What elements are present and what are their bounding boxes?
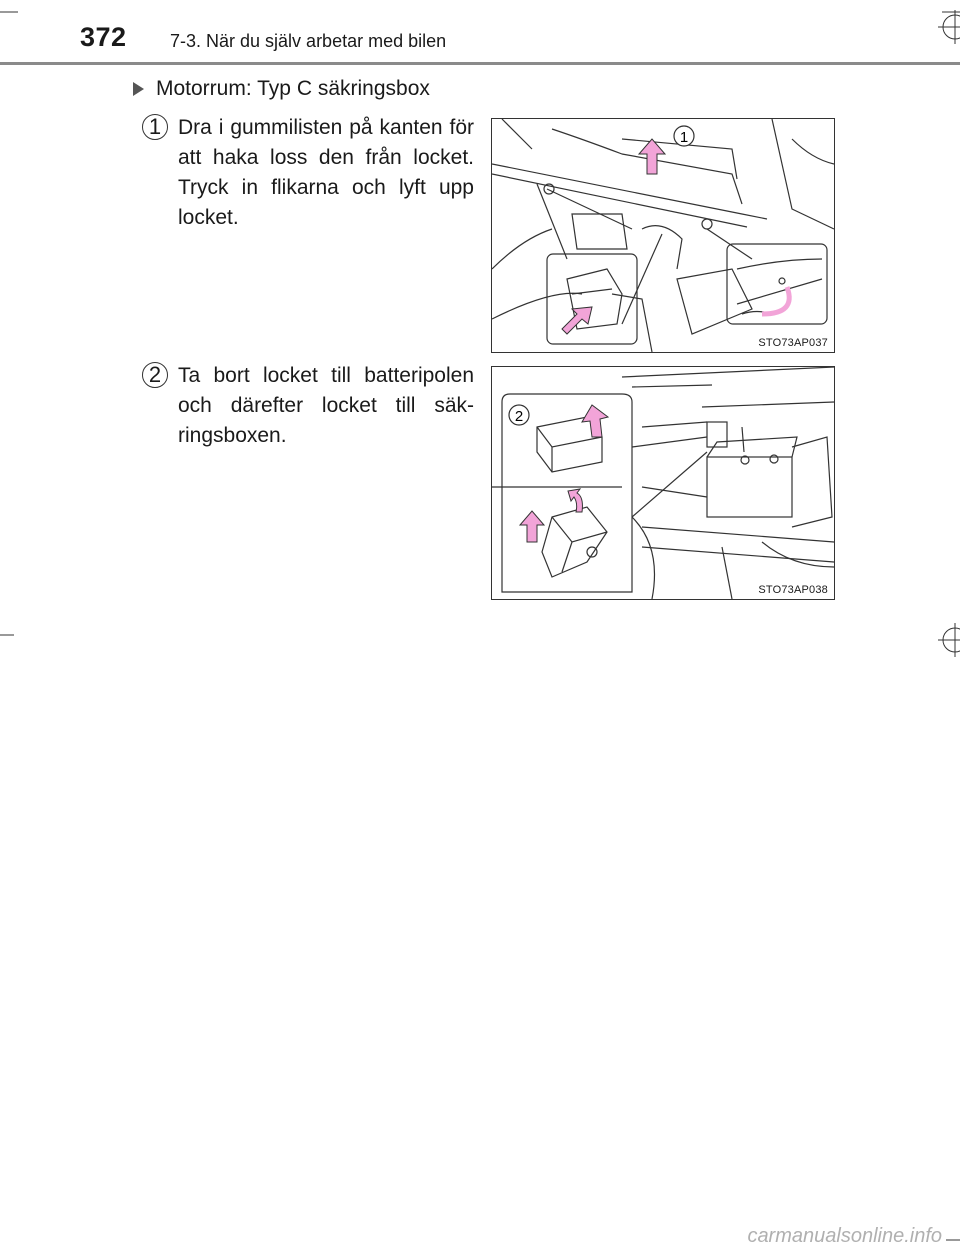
figure-2: [491, 366, 835, 600]
section-title: Motorrum: Typ C säkringsbox: [156, 77, 430, 100]
figure-2-callout: 2: [514, 408, 524, 425]
figure-1: [491, 118, 835, 353]
figure-1-code: STO73AP037: [758, 337, 828, 349]
figure-2-illustration: [492, 367, 834, 599]
chapter-title: 7-3. När du själv arbetar med bilen: [170, 31, 447, 51]
page-number: 372: [80, 22, 127, 52]
step-number-1: 1: [142, 114, 168, 140]
watermark: carmanualsonline.info: [747, 1225, 942, 1247]
figure-2-code: STO73AP038: [758, 584, 828, 596]
section-heading: [133, 77, 430, 101]
figure-1-callout: 1: [679, 129, 689, 146]
step-text-1: Dra i gummilisten på kanten för att haka loss den från locket. Tryck in flikarna och lyft upp locket.: [178, 116, 474, 229]
step-text-2: Ta bort locket till batteripolen och därefter locket till säk-ringsboxen.: [178, 364, 474, 447]
triangle-bullet-icon: [133, 82, 144, 96]
figure-1-illustration: [492, 119, 834, 352]
header-rule: [0, 62, 960, 65]
step-number-2: 2: [142, 362, 168, 388]
